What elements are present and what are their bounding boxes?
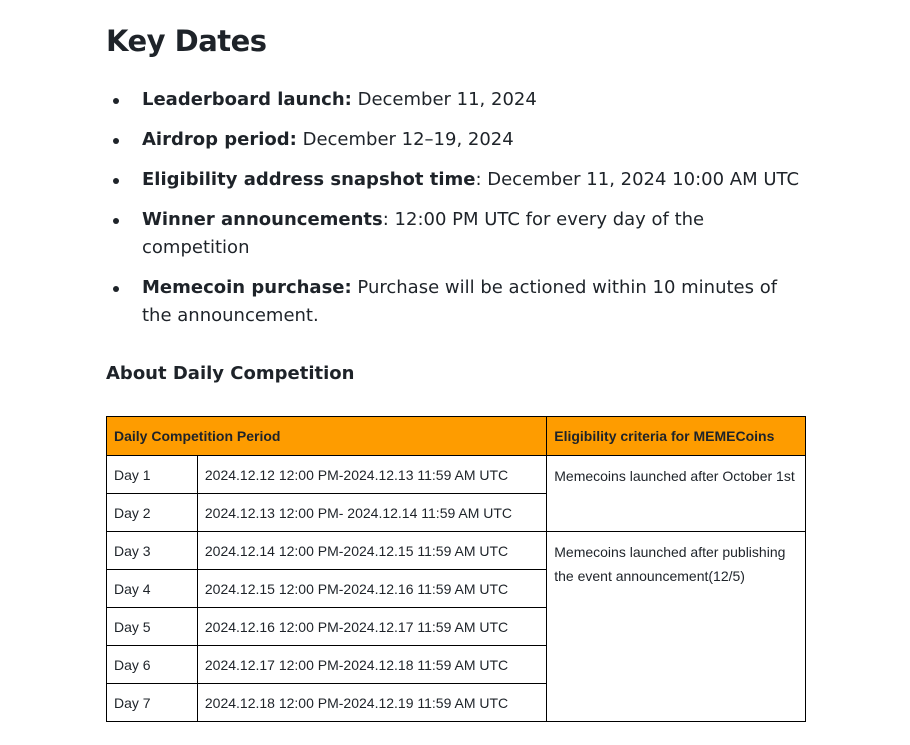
day-cell: Day 5 bbox=[107, 608, 198, 646]
day-cell: Day 1 bbox=[107, 456, 198, 494]
day-cell: Day 6 bbox=[107, 646, 198, 684]
period-cell: 2024.12.16 12:00 PM-2024.12.17 11:59 AM UTC bbox=[197, 608, 546, 646]
criteria-cell: Memecoins launched after publishing the event announcement(12/5) bbox=[547, 532, 806, 722]
day-cell: Day 3 bbox=[107, 532, 198, 570]
list-item bbox=[142, 166, 806, 194]
bullet-icon bbox=[113, 286, 119, 292]
period-cell: 2024.12.12 12:00 PM-2024.12.13 11:59 AM UTC bbox=[197, 456, 546, 494]
criteria-header: Eligibility criteria for MEMECoins bbox=[547, 417, 806, 456]
item-label: Memecoin purchase: bbox=[142, 277, 352, 298]
bullet-icon bbox=[113, 178, 119, 184]
key-dates-list bbox=[106, 86, 806, 342]
bullet-icon bbox=[113, 138, 119, 144]
item-value: December 12–19, 2024 bbox=[296, 129, 514, 150]
bullet-icon bbox=[113, 98, 119, 104]
competition-table bbox=[106, 416, 806, 722]
criteria-cell: Memecoins launched after October 1st bbox=[547, 456, 806, 532]
period-cell: 2024.12.18 12:00 PM-2024.12.19 11:59 AM UTC bbox=[197, 684, 546, 722]
item-label: Leaderboard launch: bbox=[142, 89, 352, 110]
list-item bbox=[142, 274, 806, 330]
item-label: Airdrop period: bbox=[142, 129, 297, 150]
item-value: Purchase will be actioned within 10 minutes of the announcement. bbox=[142, 277, 778, 326]
item-value: December 11, 2024 bbox=[351, 89, 537, 110]
period-cell: 2024.12.13 12:00 PM- 2024.12.14 11:59 AM UTC bbox=[197, 494, 546, 532]
period-cell: 2024.12.15 12:00 PM-2024.12.16 11:59 AM UTC bbox=[197, 570, 546, 608]
item-value: : December 11, 2024 10:00 AM UTC bbox=[475, 169, 800, 190]
day-cell: Day 2 bbox=[107, 494, 198, 532]
item-value: : 12:00 PM UTC for every day of the competition bbox=[142, 209, 705, 258]
item-label: Winner announcements bbox=[142, 209, 383, 230]
item-label: Eligibility address snapshot time bbox=[142, 169, 476, 190]
day-cell: Day 7 bbox=[107, 684, 198, 722]
period-header: Daily Competition Period bbox=[107, 417, 547, 456]
key-dates-heading: Key Dates bbox=[106, 24, 267, 58]
list-item bbox=[142, 206, 806, 262]
table-header-row bbox=[107, 417, 806, 456]
day-cell: Day 4 bbox=[107, 570, 198, 608]
list-item bbox=[142, 86, 806, 114]
about-competition-heading: About Daily Competition bbox=[106, 363, 355, 384]
period-cell: 2024.12.17 12:00 PM-2024.12.18 11:59 AM UTC bbox=[197, 646, 546, 684]
bullet-icon bbox=[113, 218, 119, 224]
table-row bbox=[107, 456, 806, 494]
period-cell: 2024.12.14 12:00 PM-2024.12.15 11:59 AM UTC bbox=[197, 532, 546, 570]
table-row bbox=[107, 532, 806, 570]
list-item bbox=[142, 126, 806, 154]
